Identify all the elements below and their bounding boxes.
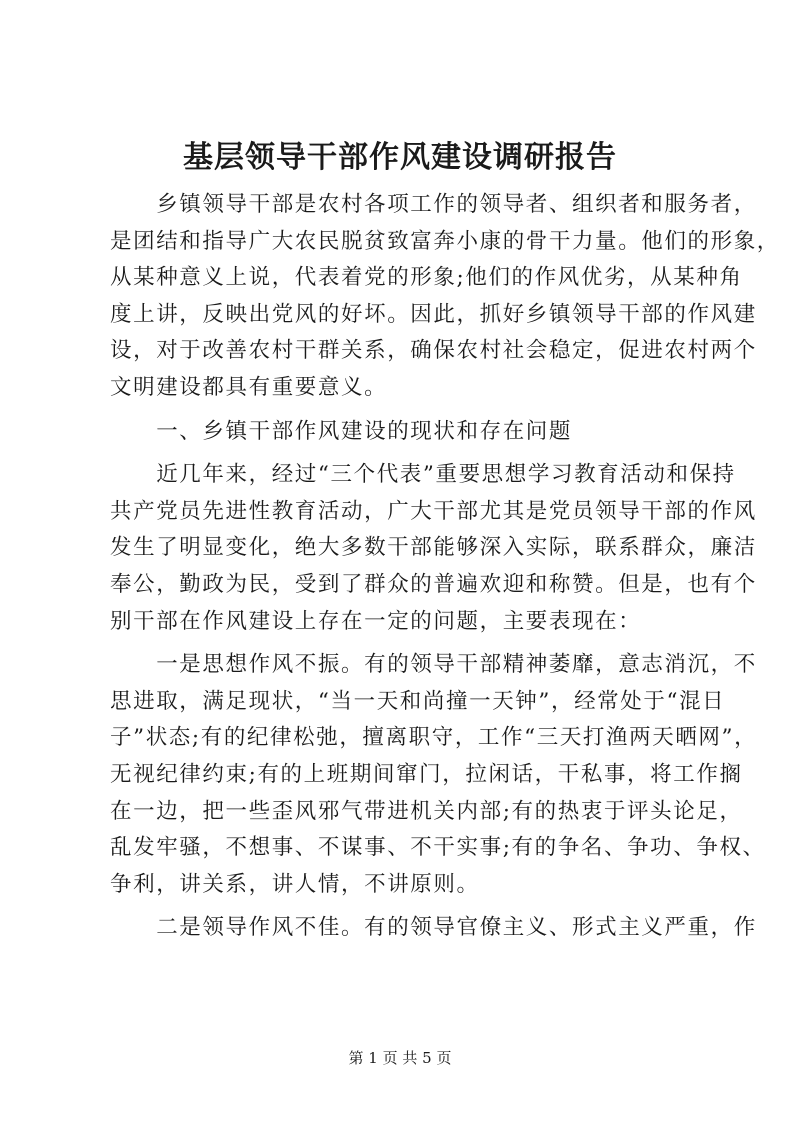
text-line: 一、乡镇干部作风建设的现状和存在问题 (110, 418, 573, 444)
text-line: 是团结和指导广大农民脱贫致富奔小康的骨干力量。他们的形象， (110, 228, 780, 254)
text-line: 在一边，把一些歪风邪气带进机关内部;有的热衷于评头论足， (110, 798, 743, 824)
paragraph (110, 414, 710, 451)
text-line: 共产党员先进性教育活动，广大干部尤其是党员领导干部的作风 (110, 498, 757, 524)
text-line: 设，对于改善农村干群关系，确保农村社会稳定，促进农村两个 (110, 338, 757, 364)
text-line: 思进取，满足现状，“当一天和尚撞一天钟”，经常处于“混日 (110, 688, 726, 714)
text-line: 度上讲，反映出党风的好坏。因此，抓好乡镇领导干部的作风建 (110, 301, 757, 327)
text-line: 文明建设都具有重要意义。 (110, 374, 388, 400)
text-line: 一是思想作风不振。有的领导干部精神萎靡，意志消沉，不 (110, 652, 757, 678)
paragraph (110, 910, 757, 947)
text-line: 乱发牢骚，不想事、不谋事、不干实事;有的争名、争功、争权、 (110, 835, 766, 861)
document-body (110, 187, 780, 947)
text-line: 发生了明显变化，绝大多数干部能够深入实际，联系群众，廉洁 (110, 535, 757, 561)
text-line: 别干部在作风建设上存在一定的问题，主要表现在： (110, 608, 642, 634)
paragraph-gap (110, 903, 710, 910)
page-footer: 第 1 页 共 5 页 (348, 1049, 452, 1067)
paragraph-gap (110, 640, 710, 647)
text-line: 子”状态;有的纪律松弛，擅离职守，工作“三天打渔两天晒网”， (110, 725, 758, 751)
document-title: 基层领导干部作风建设调研报告 (183, 140, 617, 175)
paragraph-gap (110, 407, 710, 414)
text-line: 争利，讲关系，讲人情，不讲原则。 (110, 871, 480, 897)
paragraph (110, 457, 757, 640)
paragraph (110, 187, 780, 407)
paragraph (110, 647, 766, 903)
text-line: 从某种意义上说，代表着党的形象;他们的作风优劣，从某种角 (110, 265, 743, 291)
text-line: 二是领导作风不佳。有的领导官僚主义、形式主义严重，作 (110, 915, 757, 941)
text-line: 无视纪律约束;有的上班期间窜门，拉闲话，干私事，将工作搁 (110, 761, 743, 787)
text-line: 近几年来，经过“三个代表”重要思想学习教育活动和保持 (110, 462, 736, 488)
text-line: 奉公，勤政为民，受到了群众的普遍欢迎和称赞。但是，也有个 (110, 571, 757, 597)
text-line: 乡镇领导干部是农村各项工作的领导者、组织者和服务者， (110, 192, 757, 217)
paragraph-gap (110, 450, 710, 457)
